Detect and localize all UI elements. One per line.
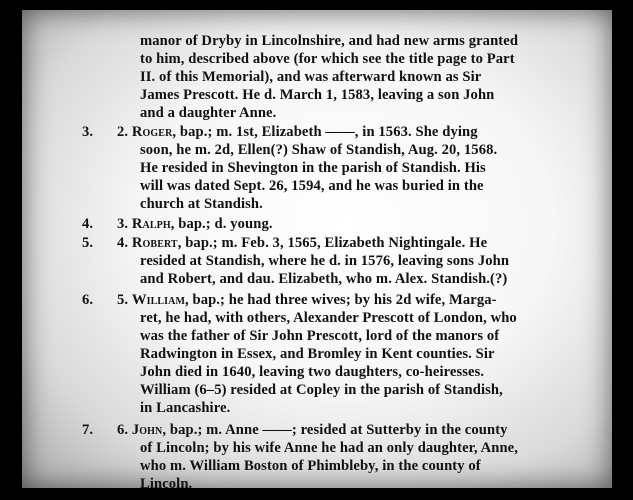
entry-number: 6. bbox=[117, 422, 129, 438]
person-name: Robert bbox=[131, 235, 178, 251]
line-text: James Prescott. He d. March 1, 1583, leaving a son John bbox=[140, 87, 495, 103]
line-text: in Lancashire. bbox=[140, 400, 231, 416]
person-name: William bbox=[131, 292, 185, 308]
entry-first-line: , bap.; d. young. bbox=[170, 216, 273, 232]
entry-head bbox=[117, 291, 497, 309]
line-text: will was dated Sept. 26, 1594, and he was buried in the bbox=[140, 178, 484, 194]
person-name: John bbox=[131, 422, 163, 438]
line-text: William (6–5) resided at Copley in the parish of Standish, bbox=[140, 382, 503, 398]
person-name: Roger bbox=[131, 124, 173, 140]
entry-number: 2. bbox=[117, 124, 129, 140]
line-text: who m. William Boston of Phimbleby, in the county of bbox=[140, 458, 481, 474]
line-text: John died in 1640, leaving two daughters, co-heiresses. bbox=[140, 364, 485, 380]
document-text bbox=[22, 10, 612, 488]
generation-number: 7. bbox=[82, 422, 94, 438]
entry-number: 3. bbox=[117, 216, 129, 232]
generation-number: 5. bbox=[82, 235, 94, 251]
entry-head bbox=[117, 421, 508, 439]
line-text: soon, he m. 2d, Ellen(?) Shaw of Standish, Aug. 20, 1568. bbox=[140, 142, 498, 158]
line-text: Lincoln. bbox=[140, 476, 193, 488]
entry-first-line: , bap.; he had three wives; by his 2d wife, Marga- bbox=[184, 292, 497, 308]
line-text: ret, he had, with others, Alexander Prescott of London, who bbox=[140, 310, 517, 326]
line-text: of Lincoln; by his wife Anne he had an only daughter, Anne, bbox=[140, 440, 518, 456]
line-text: resided at Standish, where he d. in 1576, leaving sons John bbox=[140, 253, 510, 269]
line-text: manor of Dryby in Lincolnshire, and had new arms granted bbox=[140, 33, 519, 49]
entry-number: 4. bbox=[117, 235, 129, 251]
line-text: and Robert, and dau. Elizabeth, who m. Alex. Standish.(?) bbox=[140, 271, 508, 287]
line-text: and a daughter Anne. bbox=[140, 105, 277, 121]
line-text: II. of this Memorial), and was afterward known as Sir bbox=[140, 69, 482, 85]
person-name: Ralph bbox=[131, 216, 171, 232]
entry-head bbox=[117, 215, 273, 233]
entry-number: 5. bbox=[117, 292, 129, 308]
line-text: church at Standish. bbox=[140, 196, 263, 212]
document-page bbox=[22, 10, 612, 488]
line-text: Radwington in Essex, and Bromley in Kent counties. Sir bbox=[140, 346, 495, 362]
generation-number: 4. bbox=[82, 216, 94, 232]
line-text: was the father of Sir John Prescott, lord of the manors of bbox=[140, 328, 500, 344]
entry-first-line: , bap.; m. Feb. 3, 1565, Elizabeth Nightingale. He bbox=[177, 235, 488, 251]
entry-first-line: , bap.; m. Anne ——; resided at Sutterby in the county bbox=[162, 422, 508, 438]
entry-head bbox=[117, 234, 487, 252]
line-text: to him, described above (for which see the title page to Part bbox=[140, 51, 515, 67]
entry-first-line: , bap.; m. 1st, Elizabeth ——, in 1563. She dying bbox=[172, 124, 478, 140]
generation-number: 6. bbox=[82, 292, 94, 308]
entry-head bbox=[117, 123, 478, 141]
line-text: He resided in Shevington in the parish of Standish. His bbox=[140, 160, 486, 176]
generation-number: 3. bbox=[82, 124, 94, 140]
